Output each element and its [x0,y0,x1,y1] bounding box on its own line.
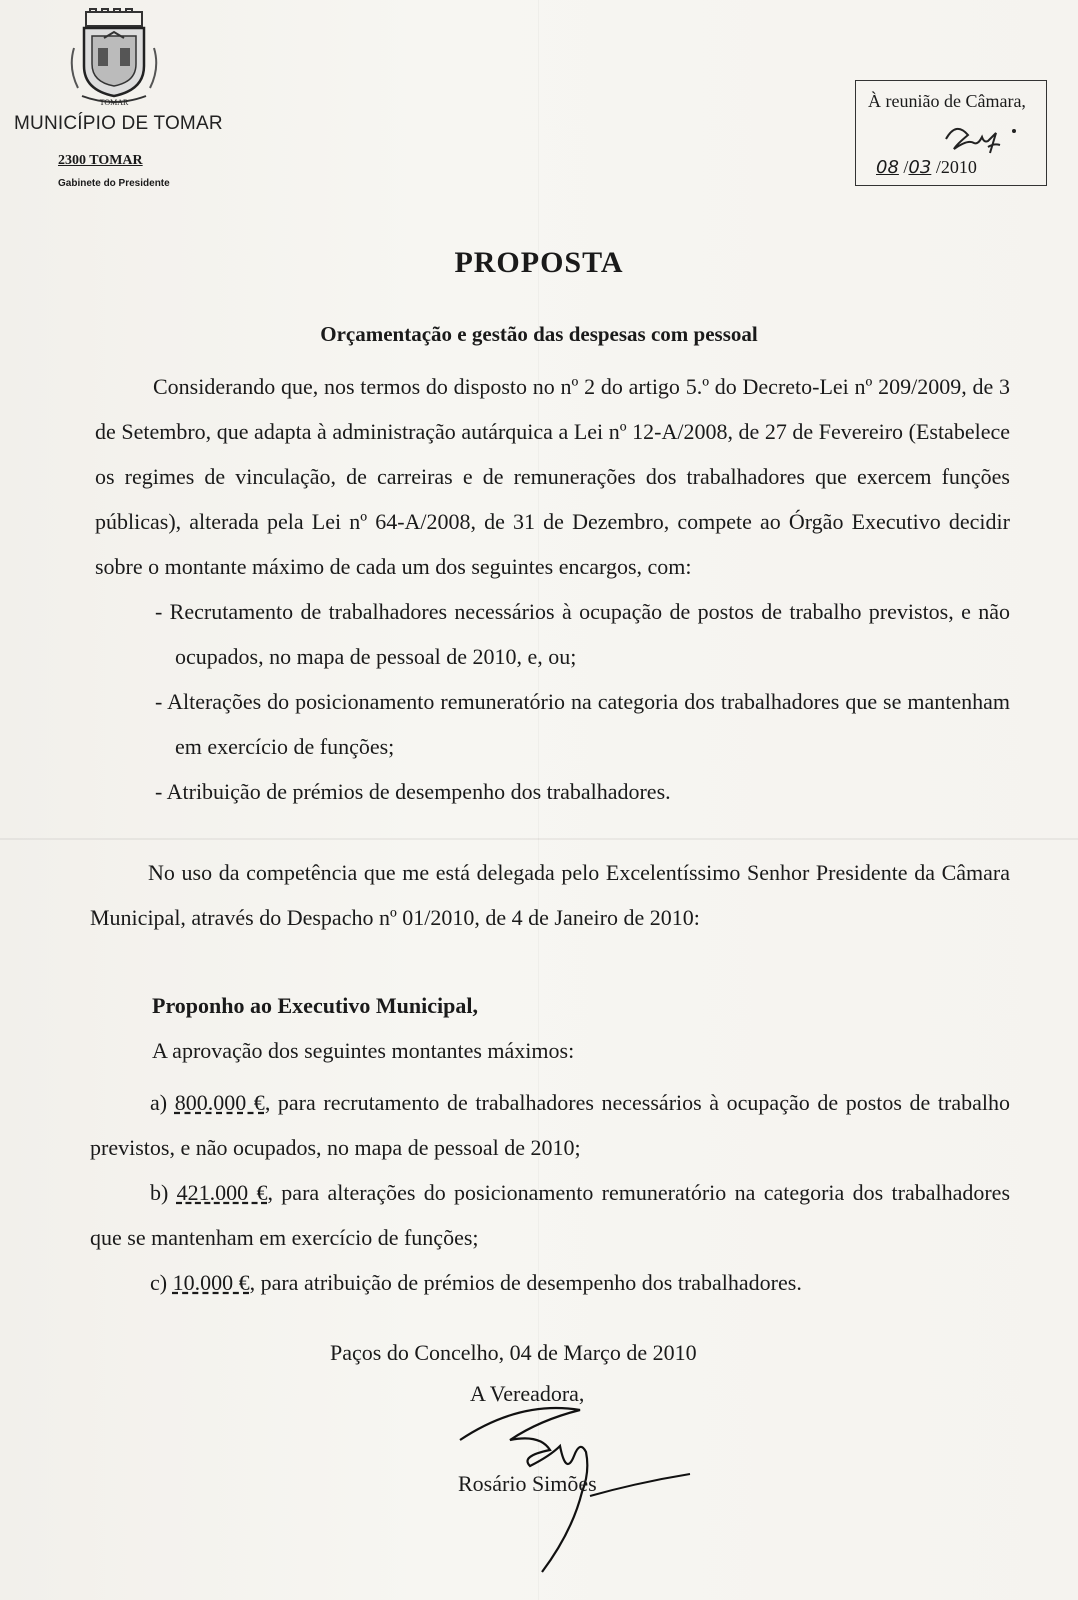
stamp-date-day: 08 [876,157,899,178]
stamp-initials-signature [936,117,1036,157]
paper-fold [0,838,1078,840]
amounts-list [90,1080,1010,1305]
bullet-awards: - Atribuição de prémios de desempenho dos trabalhadores. [155,779,671,804]
bullet-recruitment: - Recrutamento de trabalhadores necessários à ocupação de postos de trabalho previstos, e não ocupados, no mapa de pessoal de 2010, e, ou; [155,599,1010,669]
stamp-date-month: 03 [908,157,932,178]
signatory-role: A Vereadora, [470,1381,585,1406]
proposal-heading: Proponho ao Executivo Municipal, [152,993,478,1018]
document-subtitle: Orçamentação e gestão das despesas com pessoal [320,322,758,346]
document-title: PROPOSTA [454,246,624,279]
stamp-text: À reunião de Câmara, [868,91,1026,111]
municipality-city: 2300 TOMAR [58,153,143,168]
amount-item-b: b) 421.000 €, para alterações do posicionamento remuneratório na categoria dos trabalhadores que se mantenham em exercício de funções; [90,1180,1011,1250]
municipality-name: MUNICÍPIO DE TOMAR [14,113,223,134]
intro-paragraph: Considerando que, nos termos do disposto no nº 2 do artigo 5.º do Decreto-Lei nº 209/2009, de 3 de Setembro, que adapta à administração autárquica a Lei nº 12-A/2008, de 27 de Fevereiro (Estabelece os regimes de vinculação, de carreiras e de remunerações dos trabalhadores que exercem funções públicas), alterada pela Lei nº 64-A/2008, de 31 de Dezembro, compete ao Órgão Executivo decidir sobre o montante máximo de cada um dos seguintes encargos, com: [95,374,1010,579]
amount-b: 421.000 € [176,1180,268,1205]
approval-line: A aprovação dos seguintes montantes máximos: [152,1038,575,1063]
closing-place-date: Paços do Concelho, 04 de Março de 2010 [330,1340,697,1365]
stamp-date: 08 /03 /2010 [876,157,977,178]
signatory-name: Rosário Simões [458,1471,597,1496]
amount-item-c: c) 10.000 €, para atribuição de prémios de desempenho dos trabalhadores. [150,1270,802,1295]
crest-label: TOMAR [99,98,129,107]
municipality-office: Gabinete do Presidente [58,178,170,189]
delegation-paragraph: No uso da competência que me está delegada pelo Excelentíssimo Senhor Presidente da Câmara Municipal, através do Despacho nº 01/2010, de 4 de Janeiro de 2010: [90,860,1010,930]
delegation-block [90,850,1010,940]
stamp-date-year: 2010 [940,157,977,177]
bullet-positioning: - Alterações do posicionamento remuneratório na categoria dos trabalhadores que se mantenham em exercício de funções; [155,689,1010,759]
amount-item-a: a) 800.000 €, para recrutamento de trabalhadores necessários à ocupação de postos de trabalho previstos, e não ocupados, no mapa de pessoal de 2010; [90,1090,1011,1160]
amount-a: 800.000 € [174,1090,265,1115]
meeting-stamp [855,80,1047,186]
amount-c: 10.000 € [172,1270,250,1295]
document-body [95,364,1010,814]
municipal-crest-icon [64,8,164,112]
